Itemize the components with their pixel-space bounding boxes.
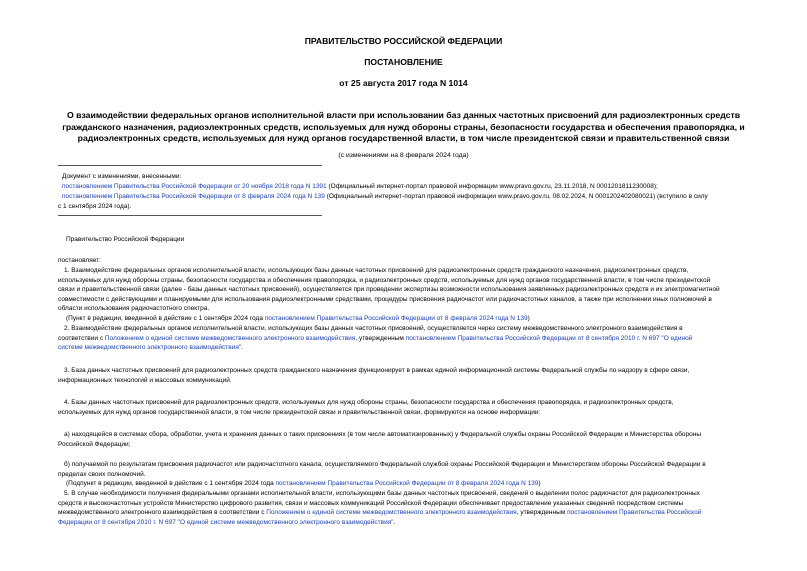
divider-bottom <box>58 215 322 216</box>
paragraph-2 <box>58 324 770 353</box>
paragraph-4 <box>58 398 770 417</box>
paragraph-line: пределах своих полномочий. <box>58 470 146 478</box>
paragraph-line: соответствии с Положением о единой системе межведомственного электронного взаимодействия, утвержденным постановлением Правительства Российской Федерации от 8 сентября 2010 г. N 697 "О единой <box>58 334 693 342</box>
paragraph-line: системе межведомственного электронного взаимодействия". <box>58 344 243 351</box>
paragraph-line: информационных технологий и массовых коммуникаций. <box>58 376 232 384</box>
paragraph-line: используемых для нужд обороны страны, безопасности государства и обеспечения правопорядка, и радиоэлектронных средств, используемых для нужд органов государственной власти, в том числе президентской <box>58 276 711 284</box>
changes-item-1: постановлением Правительства Российской Федерации от 20 ноября 2018 года N 1391 (Официальный интернет-портал правовой информации www.pravo.gov.ru, 23.11.2018, N 0001201811230008); <box>62 183 658 190</box>
paragraph-4b <box>58 460 770 479</box>
paragraph-line: Российской Федерации; <box>58 440 131 448</box>
divider-top <box>58 165 322 166</box>
decree-link-cont[interactable]: Федерации от 8 сентября 2010 г. N 697 "О единой системе межведомственного электронного взаимодействия" <box>58 518 394 526</box>
note-link[interactable]: постановлением Правительства Российской Федерации от 8 февраля 2024 года N 139 <box>275 480 539 487</box>
amendment-link-2024[interactable]: постановлением Правительства Российской Федерации от 8 февраля 2024 года N 139 <box>62 193 325 200</box>
paragraph-4a <box>58 430 770 449</box>
decree-link[interactable]: постановлением Правительства Российской Федерации от 8 сентября 2010 г. N 697 "О единой <box>405 334 693 342</box>
document-date-number: от 25 августа 2017 года N 1014 <box>339 78 468 88</box>
paragraph-1-note: (Пункт в редакции, введенной в действие с 1 сентября 2024 года постановлением Правительства Российской Федерации от 8 февраля 2024 года N 139) <box>66 315 530 322</box>
document-type: ПОСТАНОВЛЕНИЕ <box>364 57 443 67</box>
paragraph-line: 2. Взаимодействие федеральных органов исполнительной власти, использующих базы данных частотных присвоений, осуществляется через систему межведомственного электронного взаимодействия в <box>64 325 683 332</box>
government-heading: ПРАВИТЕЛЬСТВО РОССИЙСКОЙ ФЕДЕРАЦИИ <box>304 36 503 46</box>
title-line: О взаимодействии федеральных органов исполнительной власти при использовании баз данных частотных присвоений для радиоэлектронных средств <box>66 110 741 120</box>
amendment-link-2018[interactable]: постановлением Правительства Российской Федерации от 20 ноября 2018 года N 1391 <box>62 183 327 190</box>
paragraph-line: межведомственного электронного взаимодействия в соответствии с Положением о единой системе межведомственного электронного взаимодействия, утвержденным постановлением Правительства Российской <box>58 509 702 516</box>
paragraph-line: совместимости с действующими и планируемыми для использования радиоэлектронными средствами, процедуры присвоения радиочастот или радиочастотных каналов, а также при исполнении иных полномочий в <box>58 295 712 303</box>
regulation-link[interactable]: Положением о единой системе межведомственного электронного взаимодействия <box>266 509 517 516</box>
paragraph-line: средств и высокочастотных устройств Министерство цифрового развития, связи и массовых коммуникаций Российской Федерации обеспечивает предоставление указанных сведений посредством системы <box>58 499 684 507</box>
changes-heading: Документ с изменениями, внесенными: <box>62 173 182 180</box>
note-link[interactable]: постановлением Правительства Российской Федерации от 8 февраля 2024 года N 139 <box>264 315 528 322</box>
amended-note: (с изменениями на 8 февраля 2024 года) <box>338 152 469 159</box>
paragraph-4b-note: (Подпункт в редакции, введенной в действие с 1 сентября 2024 года постановлением Правительства Российской Федерации от 8 февраля 2024 года N 139) <box>66 480 541 487</box>
title-line: гражданского назначения, радиоэлектронных средств, используемых для нужд обороны страны, безопасности государства и обеспечения правопорядка, и <box>62 121 745 132</box>
decree-link-cont[interactable]: системе межведомственного электронного взаимодействия" <box>58 344 242 351</box>
paragraph-line: связи и правительственной связи (далее - базы данных частотных присвоений), осуществляется при проведении экспертизы возможности использования заявленных радиоэлектронных средств и их электромагнитной <box>58 286 720 293</box>
paragraph-line: б) получаемой по результатам присвоения радиочастот или радиочастотного канала, осуществляемого Федеральной службой охраны Российской Федерации и Министерством обороны Российской Федерации в <box>64 461 706 468</box>
paragraph-line: 1. Взаимодействие федеральных органов исполнительной власти, использующих базы данных частотных присвоений для радиоэлектронных средств гражданского назначения, радиоэлектронных средств, <box>64 267 689 274</box>
paragraph-5 <box>58 489 770 527</box>
paragraph-line: используемых для нужд органов государственной власти, в том числе президентской связи и правительственной связи, формируются на основе информации: <box>58 408 541 416</box>
title-line: радиоэлектронных средств, используемых для нужд органов государственной власти, в том числе президентской связи и правительственной связи <box>77 133 730 143</box>
paragraph-line: 4. Базы данных частотных присвоений для радиоэлектронных средств, используемых для нужд обороны страны, безопасности государства и обеспечения правопорядка, и радиоэлектронных средств, <box>64 399 674 406</box>
paragraph-line: области использования радиочастотного спектра. <box>58 305 210 312</box>
changes-item-2: постановлением Правительства Российской Федерации от 8 февраля 2024 года N 139 (Официальный интернет-портал правовой информации www.pravo.gov.ru, 08.02.2024, N 0001202402080021) (вступило в силу <box>62 193 708 200</box>
decides-word: постановляет: <box>58 257 101 264</box>
decree-link[interactable]: постановлением Правительства Российской <box>567 509 702 516</box>
paragraph-line: 5. В случае необходимости получения федеральными органами исполнительной власти, использующими базы данных частотных присвоений, сведений о выделении полос радиочастот для радиоэлектронных <box>64 490 700 497</box>
changes-item-2-cont: с 1 сентября 2024 года). <box>58 203 132 210</box>
government-subject: Правительство Российской Федерации <box>66 236 185 243</box>
paragraph-line: 3. База данных частотных присвоений для радиоэлектронных средств гражданского назначения функционирует в рамках единой информационной системы Федеральной службы по надзору в сфере связи, <box>64 367 690 374</box>
paragraph-line: а) находящейся в системах сбора, обработки, учета и хранения данных о таких присвоениях (в том числе автоматизированных) у Федеральной службы охраны Российской Федерации и Министерства обороны <box>64 431 702 438</box>
paragraph-3 <box>58 366 770 385</box>
document-title <box>40 110 767 145</box>
paragraph-line: Федерации от 8 сентября 2010 г. N 697 "О единой системе межведомственного электронного взаимодействия". <box>58 518 396 526</box>
regulation-link[interactable]: Положением о единой системе межведомственного электронного взаимодействия <box>104 334 356 342</box>
paragraph-1 <box>58 266 770 314</box>
